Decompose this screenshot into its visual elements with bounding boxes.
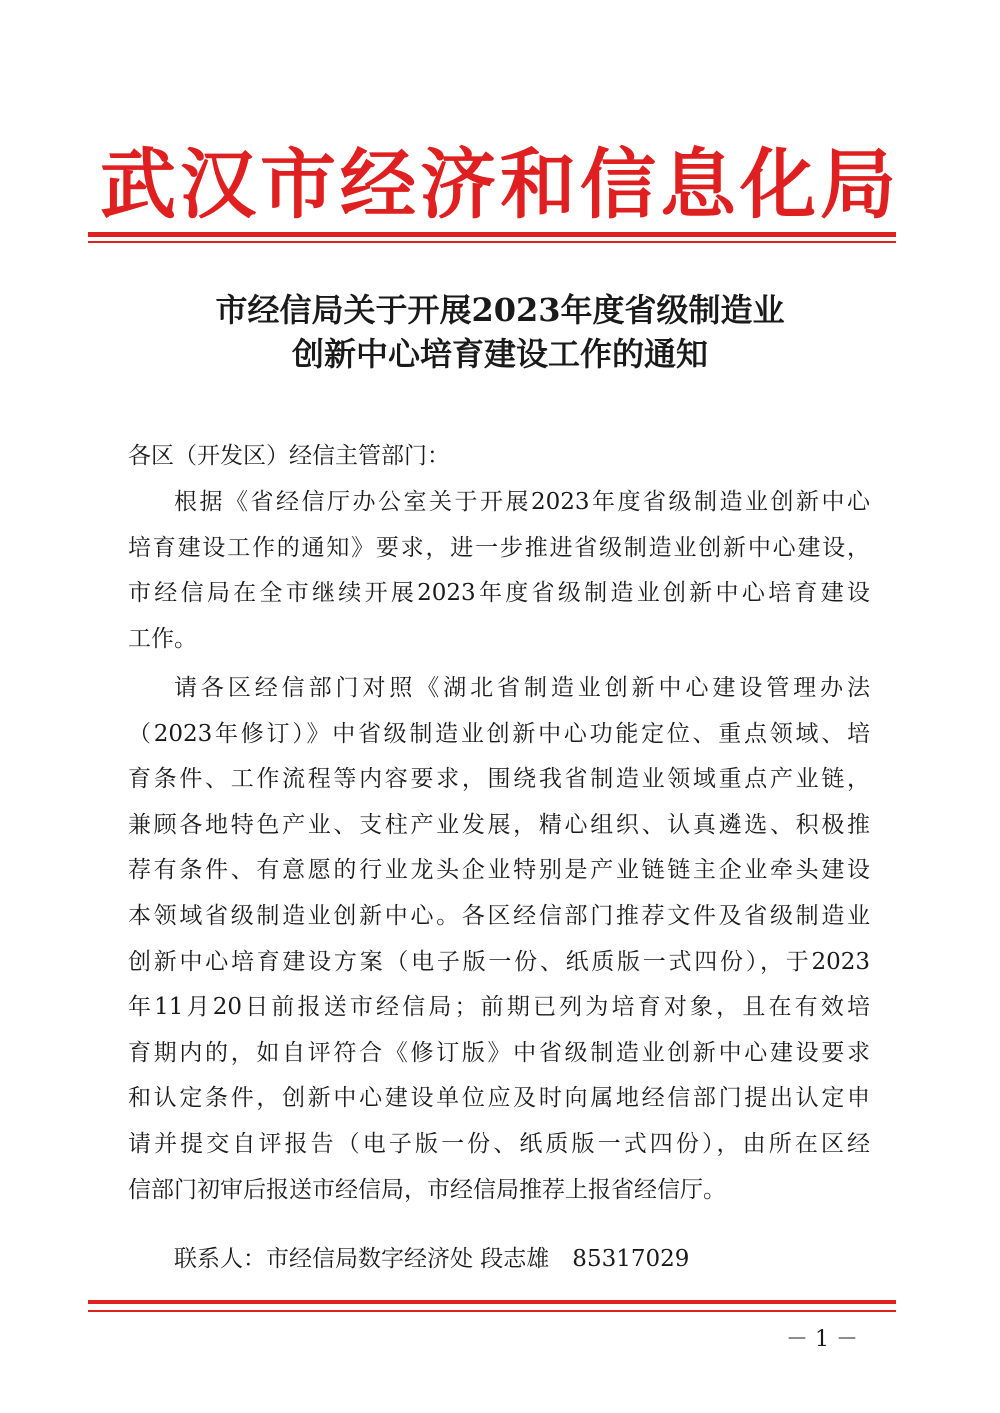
paragraph-line: 年11月20日前报送市经信局；前期已列为培育对象，且在有效培 [128,994,870,1021]
footer-rule-thin [88,1310,896,1312]
paragraph-line: 市经信局在全市继续开展2023年度省级制造业创新中心培育建设 [128,580,870,607]
letterhead-rule-thin [88,241,896,243]
paragraph-line: 培育建设工作的通知》要求，进一步推进省级制造业创新中心建设， [128,534,870,561]
paragraph-line: 兼顾各地特色产业、支柱产业发展，精心组织、认真遴选、积极推 [128,811,870,838]
contact-info: 联系人：市经信局数字经济处 段志雄 85317029 [174,1246,690,1272]
paragraph-1 [128,480,870,662]
paragraph-line: 本领域省级制造业创新中心。各区经信部门推荐文件及省级制造业 [128,902,870,929]
paragraph-line: 和认定条件，创新中心建设单位应及时向属地经信部门提出认定申 [128,1085,870,1112]
paragraph-line: （2023年修订）》中省级制造业创新中心功能定位、重点领域、培 [128,720,870,747]
paragraph-line: 荐有条件、有意愿的行业龙头企业特别是产业链链主企业牵头建设 [128,857,870,884]
paragraph-line: 育条件、工作流程等内容要求，围绕我省制造业领域重点产业链， [128,766,870,793]
letterhead-rule-thick [88,232,896,237]
paragraph-line: 根据《省经信厅办公室关于开展2023年度省级制造业创新中心 [174,489,870,515]
paragraph-line: 请各区经信部门对照《湖北省制造业创新中心建设管理办法 [174,675,870,701]
salutation: 各区（开发区）经信主管部门： [128,443,450,469]
letterhead-org-name: 武汉市经济和信息化局 [100,140,900,229]
title-line-1: 市经信局关于开展2023年度省级制造业 [215,291,785,329]
footer-rule-thick [88,1300,896,1304]
document-title [0,288,1000,376]
paragraph-line: 信部门初审后报送市经信局，市经信局推荐上报省经信厅。 [128,1176,726,1203]
paragraph-2 [128,666,870,1213]
paragraph-line: 育期内的，如自评符合《修订版》中省级制造业创新中心建设要求 [128,1039,870,1066]
page-number: － 1 － [786,1327,858,1352]
title-line-2: 创新中心培育建设工作的通知 [291,335,708,373]
paragraph-line: 创新中心培育建设方案（电子版一份、纸质版一式四份），于2023 [128,948,870,975]
paragraph-line: 请并提交自评报告（电子版一份、纸质版一式四份），由所在区经 [128,1130,870,1157]
paragraph-line: 工作。 [128,625,197,652]
